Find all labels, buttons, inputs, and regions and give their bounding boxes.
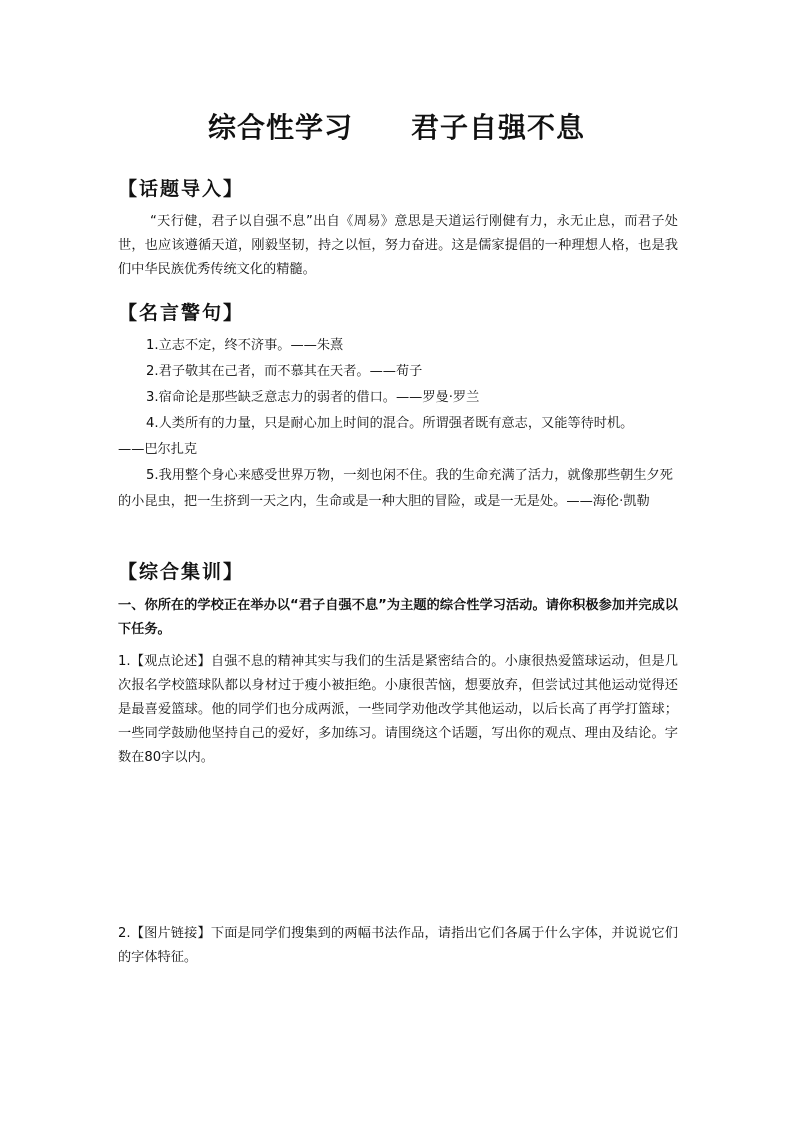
- section-heading-training: 【综合集训】: [118, 561, 245, 583]
- task-item-2: [118, 922, 678, 970]
- task-text: 下面是同学们搜集到的两幅书法作品，请指出它们各属于什么字体，并说说它们的字体特征。: [118, 926, 678, 965]
- intro-paragraph: “天行健，君子以自强不息”出自《周易》意思是天道运行刚健有力，永无止息，而君子处世，也应该遵循天道，刚毅坚韧，持之以恒，努力奋进。这是儒家提倡的一种理想人格，也是我们中华民族优秀传统文化的精髓。: [118, 214, 678, 277]
- section-heading-quotes: 【名言警句】: [118, 302, 245, 324]
- quote-author: ——罗曼·罗兰: [395, 390, 480, 405]
- quote-author: ——巴尔扎克: [118, 442, 198, 457]
- quote-item: [118, 463, 678, 515]
- quote-item: [118, 385, 678, 411]
- task-label: 1.【观点论述】: [118, 654, 211, 669]
- quote-text: 2.君子敬其在己者，而不慕其在天者。: [146, 364, 370, 379]
- quote-text: 4.人类所有的力量，只是耐心加上时间的混合。所谓强者既有意志，又能等待时机。: [146, 416, 634, 431]
- title-right: 君子自强不息: [411, 111, 586, 144]
- task-item-1: [118, 650, 678, 770]
- quote-item: [118, 359, 678, 385]
- quote-item: [118, 411, 678, 463]
- quote-list: [118, 333, 678, 515]
- task-text: 自强不息的精神其实与我们的生活是紧密结合的。小康很热爱篮球运动，但是几次报名学校篮球队都以身材过于瘦小被拒绝。小康很苦恼，想要放弃，但尝试过其他运动觉得还是最喜爱篮球。他的同学们也分成两派，一些同学劝他改学其他运动，以后长高了再学打篮球；一些同学鼓励他坚持自己的爱好，多加练习。请围绕这个话题，写出你的观点、理由及结论。字数在80字以内。: [118, 654, 678, 765]
- training-lead: 一、你所在的学校正在举办以“君子自强不息”为主题的综合性学习活动。请你积极参加并完成以下任务。: [118, 598, 678, 637]
- quote-text: 3.宿命论是那些缺乏意志力的弱者的借口。: [146, 390, 396, 405]
- quote-item: [118, 333, 678, 359]
- quote-author: ——朱熹: [290, 338, 344, 353]
- title-left: 综合性学习: [208, 111, 354, 144]
- quote-author: ——海伦·凯勒: [566, 494, 650, 509]
- quote-text: 5.我用整个身心来感受世界万物，一刻也闲不住。我的生命充满了活力，就像那些朝生夕死的小昆虫，把一生挤到一天之内，生命或是一种大胆的冒险，或是一无是处。: [118, 468, 673, 509]
- quote-text: 1.立志不定，终不济事。: [146, 338, 291, 353]
- task-label: 2.【图片链接】: [118, 926, 211, 941]
- quote-author: ——荀子: [369, 364, 423, 379]
- page-title: [208, 106, 608, 146]
- section-heading-intro: 【话题导入】: [118, 178, 245, 200]
